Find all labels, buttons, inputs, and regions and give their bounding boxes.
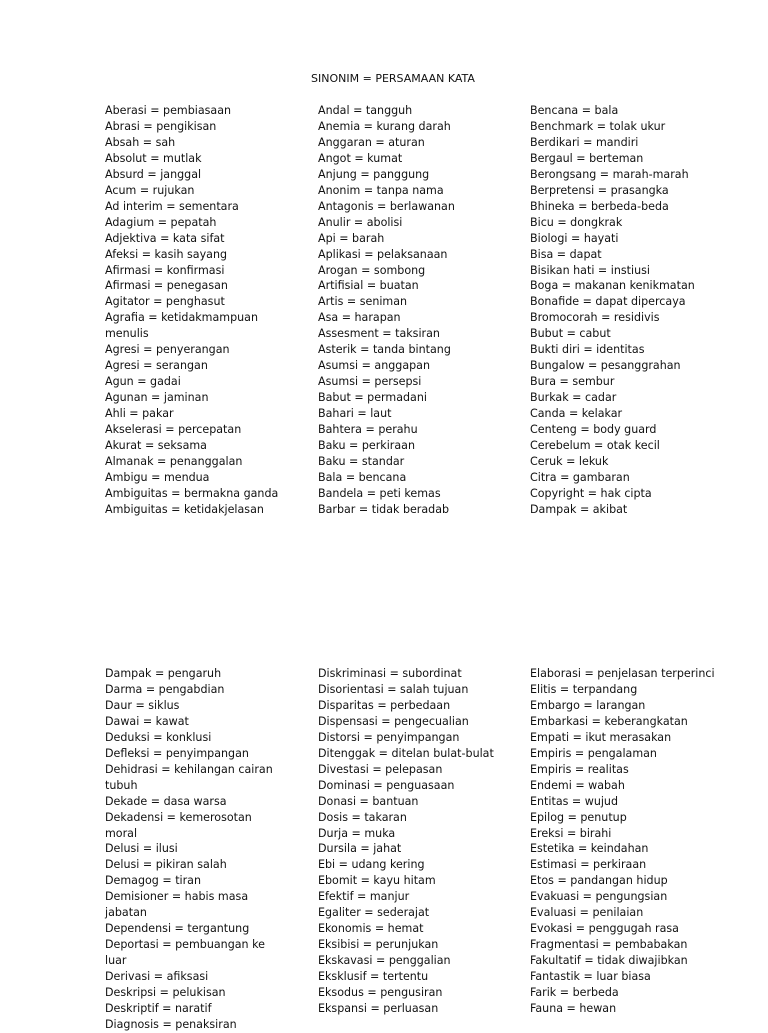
synonym-entry: Anggaran = aturan	[318, 135, 425, 149]
synonym-entry: Efektif = manjur	[318, 890, 410, 904]
synonym-entry: Asterik = tanda bintang	[318, 343, 451, 357]
synonym-entry: Deskripsi = pelukisan	[105, 986, 226, 1000]
synonym-entry: Baku = standar	[318, 454, 405, 468]
synonym-entry: Demisioner = habis masa jabatan	[105, 890, 249, 920]
synonym-column	[105, 666, 287, 1033]
synonym-entry: Bonafide = dapat dipercaya	[530, 295, 686, 309]
synonym-entry: Derivasi = afiksasi	[105, 970, 209, 984]
synonym-entry: Antagonis = berlawanan	[318, 199, 455, 213]
synonym-entry: Ereksi = birahi	[530, 826, 612, 840]
synonym-entry: Daur = siklus	[105, 698, 180, 712]
synonym-entry: Dosis = takaran	[318, 810, 407, 824]
synonym-entry: Artifisial = buatan	[318, 279, 419, 293]
synonym-entry: Deduksi = konklusi	[105, 730, 212, 744]
synonym-entry: Distorsi = penyimpangan	[318, 730, 460, 744]
synonym-entry: Ambiguitas = bermakna ganda	[105, 486, 279, 500]
synonym-entry: Dominasi = penguasaan	[318, 778, 455, 792]
synonym-entry: Asa = harapan	[318, 311, 401, 325]
synonym-entry: Absah = sah	[105, 135, 176, 149]
synonym-entry: Ahli = pakar	[105, 407, 174, 421]
synonym-entry: Bungalow = pesanggrahan	[530, 359, 681, 373]
synonym-entry: Bubut = cabut	[530, 327, 611, 341]
synonym-entry: Dependensi = tergantung	[105, 922, 250, 936]
synonym-entry: Bromocorah = residivis	[530, 311, 660, 325]
synonym-entry: Epilog = penutup	[530, 810, 627, 824]
synonym-entry: Bandela = peti kemas	[318, 486, 441, 500]
synonym-entry: Abrasi = pengikisan	[105, 119, 217, 133]
synonym-entry: Afirmasi = penegasan	[105, 279, 228, 293]
synonym-entry: Deskriptif = naratif	[105, 1002, 212, 1016]
synonym-entry: Bura = sembur	[530, 375, 615, 389]
synonym-entry: Delusi = pikiran salah	[105, 858, 227, 872]
synonym-column	[530, 103, 716, 518]
synonym-entry: Dampak = pengaruh	[105, 667, 222, 680]
synonym-entry: Eksklusif = tertentu	[318, 970, 429, 984]
synonym-entry: Adagium = pepatah	[105, 215, 217, 229]
synonym-entry: Absolut = mutlak	[105, 151, 202, 165]
synonym-column	[530, 666, 716, 1017]
synonym-entry: Disparitas = perbedaan	[318, 698, 451, 712]
synonym-entry: Api = barah	[318, 231, 385, 245]
synonym-entry: Akurat = seksama	[105, 439, 207, 453]
synonym-entry: Dispensasi = pengecualian	[318, 714, 469, 728]
synonym-entry: Citra = gambaran	[530, 470, 630, 484]
synonym-entry: Farik = berbeda	[530, 986, 619, 1000]
synonym-entry: Anjung = panggung	[318, 167, 430, 181]
synonym-entry: Ekspansi = perluasan	[318, 1002, 439, 1016]
synonym-entry: Dawai = kawat	[105, 714, 189, 728]
synonym-entry: Aberasi = pembiasaan	[105, 104, 232, 117]
synonym-entry: Ambigu = mendua	[105, 470, 210, 484]
synonym-entry: Berongsang = marah-marah	[530, 167, 689, 181]
synonym-entry: Evakuasi = pengungsian	[530, 890, 668, 904]
synonym-entry: Eksodus = pengusiran	[318, 986, 443, 1000]
synonym-entry: Ceruk = lekuk	[530, 454, 609, 468]
synonym-entry: Bisa = dapat	[530, 247, 602, 261]
synonym-entry: Agitator = penghasut	[105, 295, 225, 309]
synonym-entry: Embargo = larangan	[530, 698, 646, 712]
synonym-entry: Acum = rujukan	[105, 183, 195, 197]
synonym-entry: Copyright = hak cipta	[530, 486, 652, 500]
synonym-column	[318, 666, 500, 1017]
synonym-entry: Cerebelum = otak kecil	[530, 439, 660, 453]
synonym-column	[318, 103, 500, 518]
synonym-entry: Donasi = bantuan	[318, 794, 419, 808]
synonym-entry: Bhineka = berbeda-beda	[530, 199, 669, 213]
synonym-entry: Ekonomis = hemat	[318, 922, 424, 936]
synonym-entry: Benchmark = tolak ukur	[530, 119, 666, 133]
synonym-entry: Estetika = keindahan	[530, 842, 649, 856]
synonym-entry: Centeng = body guard	[530, 423, 657, 437]
synonym-entry: Berpretensi = prasangka	[530, 183, 669, 197]
synonym-entry: Evaluasi = penilaian	[530, 906, 644, 920]
synonym-entry: Dursila = jahat	[318, 842, 402, 856]
synonym-entry: Anulir = abolisi	[318, 215, 403, 229]
synonym-entry: Empati = ikut merasakan	[530, 730, 672, 744]
synonym-entry: Evokasi = penggugah rasa	[530, 922, 679, 936]
synonym-entry: Darma = pengabdian	[105, 682, 225, 696]
synonym-entry: Eksibisi = perunjukan	[318, 938, 439, 952]
synonym-entry: Ambiguitas = ketidakjelasan	[105, 502, 264, 516]
synonym-entry: Agresi = penyerangan	[105, 343, 230, 357]
synonym-entry: Almanak = penanggalan	[105, 454, 243, 468]
synonym-entry: Entitas = wujud	[530, 794, 619, 808]
synonym-entry: Agrafia = ketidakmampuan menulis	[105, 311, 258, 341]
synonym-entry: Berdikari = mandiri	[530, 135, 639, 149]
synonym-entry: Burkak = cadar	[530, 391, 617, 405]
synonym-entry: Bicu = dongkrak	[530, 215, 623, 229]
synonym-entry: Agun = gadai	[105, 375, 181, 389]
synonym-entry: Afeksi = kasih sayang	[105, 247, 228, 261]
synonym-entry: Assesment = taksiran	[318, 327, 440, 341]
synonym-entry: Fantastik = luar biasa	[530, 970, 651, 984]
synonym-entry: Absurd = janggal	[105, 167, 202, 181]
synonym-entry: Embarkasi = keberangkatan	[530, 714, 688, 728]
synonym-entry: Durja = muka	[318, 826, 396, 840]
synonym-entry: Defleksi = penyimpangan	[105, 746, 249, 760]
synonym-entry: Empiris = realitas	[530, 762, 629, 776]
synonym-entry: Artis = seniman	[318, 295, 408, 309]
synonym-entry: Afirmasi = konfirmasi	[105, 263, 225, 277]
synonym-entry: Bahari = laut	[318, 407, 392, 421]
synonym-entry: Asumsi = persepsi	[318, 375, 422, 389]
synonym-entry: Dehidrasi = kehilangan cairan tubuh	[105, 762, 273, 792]
synonym-entry: Bala = bencana	[318, 470, 407, 484]
synonym-entry: Bukti diri = identitas	[530, 343, 645, 357]
synonym-entry: Fragmentasi = pembabakan	[530, 938, 688, 952]
synonym-entry: Fakultatif = tidak diwajibkan	[530, 954, 688, 968]
synonym-entry: Bencana = bala	[530, 104, 619, 117]
synonym-entry: Egaliter = sederajat	[318, 906, 430, 920]
synonym-entry: Divestasi = pelepasan	[318, 762, 443, 776]
synonym-entry: Bahtera = perahu	[318, 423, 418, 437]
synonym-entry: Ebomit = kayu hitam	[318, 874, 436, 888]
synonym-entry: Adjektiva = kata sifat	[105, 231, 225, 245]
synonym-entry: Barbar = tidak beradab	[318, 502, 450, 516]
synonym-entry: Agresi = serangan	[105, 359, 208, 373]
synonym-entry: Diagnosis = penaksiran	[105, 1017, 237, 1031]
synonym-entry: Biologi = hayati	[530, 231, 619, 245]
synonym-entry: Akselerasi = percepatan	[105, 423, 242, 437]
synonym-entry: Elaborasi = penjelasan terperinci	[530, 667, 715, 680]
synonym-entry: Etos = pandangan hidup	[530, 874, 668, 888]
synonym-entry: Bergaul = berteman	[530, 151, 644, 165]
synonym-entry: Disorientasi = salah tujuan	[318, 682, 469, 696]
synonym-column	[105, 103, 287, 518]
synonym-entry: Anonim = tanpa nama	[318, 183, 444, 197]
synonym-entry: Endemi = wabah	[530, 778, 625, 792]
synonym-entry: Canda = kelakar	[530, 407, 623, 421]
synonym-entry: Estimasi = perkiraan	[530, 858, 647, 872]
synonym-entry: Agunan = jaminan	[105, 391, 209, 405]
synonym-entry: Babut = permadani	[318, 391, 427, 405]
synonym-entry: Arogan = sombong	[318, 263, 426, 277]
synonym-entry: Ekskavasi = penggalian	[318, 954, 451, 968]
synonym-entry: Ditenggak = ditelan bulat-bulat	[318, 746, 494, 760]
synonym-entry: Ad interim = sementara	[105, 199, 239, 213]
synonym-entry: Aplikasi = pelaksanaan	[318, 247, 448, 261]
synonym-entry: Demagog = tiran	[105, 874, 202, 888]
synonym-entry: Dekade = dasa warsa	[105, 794, 227, 808]
synonym-entry: Angot = kumat	[318, 151, 403, 165]
synonym-entry: Andal = tangguh	[318, 104, 413, 117]
synonym-entry: Fauna = hewan	[530, 1002, 617, 1016]
synonym-entry: Baku = perkiraan	[318, 439, 415, 453]
synonym-entry: Elitis = terpandang	[530, 682, 638, 696]
synonym-entry: Bisikan hati = instiusi	[530, 263, 650, 277]
synonym-entry: Boga = makanan kenikmatan	[530, 279, 695, 293]
synonym-entry: Ebi = udang kering	[318, 858, 425, 872]
synonym-entry: Dekadensi = kemerosotan moral	[105, 810, 252, 840]
synonym-entry: Dampak = akibat	[530, 502, 628, 516]
synonym-entry: Diskriminasi = subordinat	[318, 667, 462, 680]
page-title: SINONIM = PERSAMAAN KATA	[311, 72, 475, 85]
synonym-entry: Deportasi = pembuangan ke luar	[105, 938, 265, 968]
synonym-entry: Asumsi = anggapan	[318, 359, 430, 373]
synonym-entry: Delusi = ilusi	[105, 842, 178, 856]
synonym-entry: Empiris = pengalaman	[530, 746, 657, 760]
synonym-entry: Anemia = kurang darah	[318, 119, 451, 133]
